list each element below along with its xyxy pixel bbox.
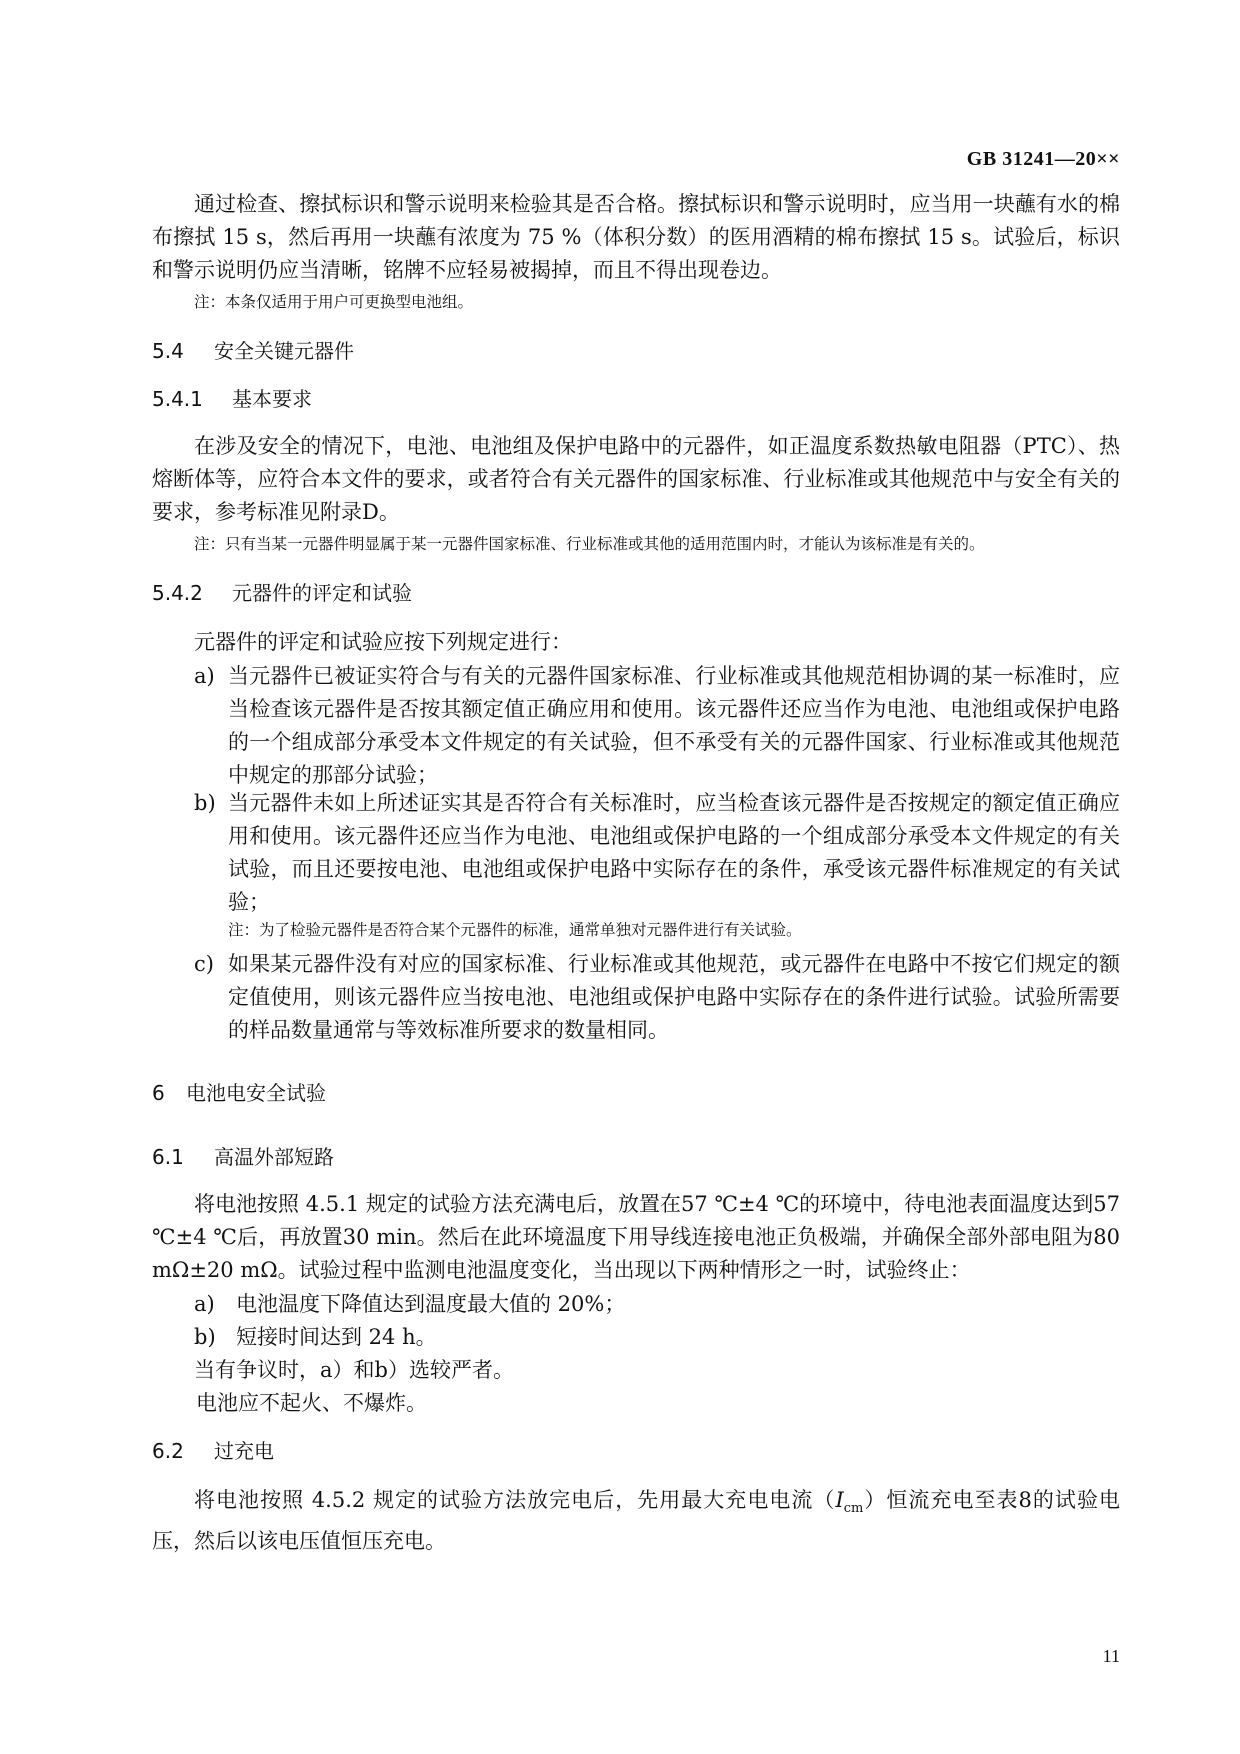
section-title: 高温外部短路 [214, 1145, 334, 1169]
dispute-line: 当有争议时，a）和b）选较严者。 [194, 1358, 514, 1382]
section-6-2-heading [152, 1436, 274, 1466]
list-marker: c) [194, 952, 214, 976]
section-6-2-paragraph [152, 1484, 1120, 1558]
list-item-b-note: 注：为了检验元器件是否符合某个元器件的标准，通常单独对元器件进行有关试验。 [228, 921, 802, 939]
para-text-before: 将电池按照 4.5.2 规定的试验方法放完电后，先用最大充电电流（ [194, 1488, 836, 1512]
list-marker: b) [194, 1325, 216, 1349]
section-5-4-2-lead: 元器件的评定和试验应按下列规定进行： [194, 630, 572, 654]
section-title: 过充电 [214, 1439, 274, 1463]
section-6-1-heading [152, 1142, 334, 1172]
section-5-4-2-heading [152, 578, 412, 608]
section-number: 5.4 [152, 339, 184, 363]
list-marker: a) [194, 664, 215, 688]
list-text: 当元器件未如上所述证实其是否符合有关标准时，应当检查该元器件是否按规定的额定值正确应用和使用。该元器件还应当作为电池、电池组或保护电路的一个组成部分承受本文件规定的有关试验，而且还要按电池、电池组或保护电路中实际存在的条件，承受该元器件标准规定的有关试验； [228, 791, 1120, 914]
section-number: 6.2 [152, 1439, 184, 1463]
list-item-c [194, 948, 1120, 1047]
list-text: 短接时间达到 24 h。 [236, 1325, 437, 1349]
section-title: 基本要求 [232, 387, 312, 411]
section-5-4-heading [152, 336, 354, 366]
section-6-heading [152, 1078, 326, 1108]
section-title: 安全关键元器件 [214, 339, 354, 363]
section-title: 元器件的评定和试验 [232, 581, 412, 605]
list-text: 电池温度下降值达到温度最大值的 20%； [236, 1292, 626, 1316]
list-marker: a) [194, 1292, 215, 1316]
list-text: 如果某元器件没有对应的国家标准、行业标准或其他规范，或元器件在电路中不按它们规定的额定值使用，则该元器件应当按电池、电池组或保护电路中实际存在的条件进行试验。试验所需要的样品数量通常与等效标准所要求的数量相同。 [228, 952, 1120, 1042]
result-line: 电池应不起火、不爆炸。 [196, 1391, 427, 1415]
section-number: 5.4.2 [152, 581, 203, 605]
list-item-a [194, 660, 1120, 792]
section-6-1-paragraph: 将电池按照 4.5.1 规定的试验方法充满电后，放置在57 ℃±4 ℃的环境中，待电池表面温度达到57 ℃±4 ℃后，再放置30 min。然后在此环境温度下用导线连接电池正负极端，并确保全部外部电阻为80 mΩ±20 mΩ。试验过程中监测电池温度变化，当出现以下两种情形之一时，试验终止： [152, 1192, 1120, 1282]
condition-item-b [194, 1321, 437, 1354]
section-5-4-1-heading [152, 384, 312, 414]
section-number: 6.1 [152, 1145, 184, 1169]
intro-paragraph: 通过检查、擦拭标识和警示说明来检验其是否合格。擦拭标识和警示说明时，应当用一块蘸有水的棉布擦拭 15 s，然后再用一块蘸有浓度为 75 %（体积分数）的医用酒精的棉布擦拭 15 s。试验后，标识和警示说明仍应当清晰，铭牌不应轻易被揭掉，而且不得出现卷边。 [152, 192, 1120, 282]
list-item-b [194, 787, 1120, 919]
section-number: 6 [152, 1081, 165, 1105]
section-number: 5.4.1 [152, 387, 203, 411]
current-subscript: cm [843, 1501, 864, 1517]
section-5-4-1-paragraph: 在涉及安全的情况下，电池、电池组及保护电路中的元器件，如正温度系数热敏电阻器（PTC）、热熔断体等，应符合本文件的要求，或者符合有关元器件的国家标准、行业标准或其他规范中与安全有关的要求，参考标准见附录D。 [152, 434, 1120, 524]
para-text-after: ）恒流充电至表8的试验电压，然后以该电压值恒压充电。 [152, 1488, 1120, 1554]
condition-item-a [194, 1288, 625, 1321]
section-title: 电池电安全试验 [186, 1081, 326, 1105]
page-number: 11 [1102, 1646, 1120, 1666]
list-marker: b) [194, 791, 216, 815]
standard-id-header: GB 31241—20×× [966, 148, 1120, 170]
intro-note: 注：本条仅适用于用户可更换型电池组。 [194, 293, 474, 311]
list-text: 当元器件已被证实符合与有关的元器件国家标准、行业标准或其他规范相协调的某一标准时，应当检查该元器件是否按其额定值正确应用和使用。该元器件还应当作为电池、电池组或保护电路的一个组成部分承受本文件规定的有关试验，但不承受有关的元器件国家、行业标准或其他规范中规定的那部分试验； [228, 664, 1120, 787]
current-symbol: I [835, 1488, 844, 1512]
section-5-4-1-note: 注：只有当某一元器件明显属于某一元器件国家标准、行业标准或其他的适用范围内时，才能认为该标准是有关的。 [194, 535, 985, 553]
